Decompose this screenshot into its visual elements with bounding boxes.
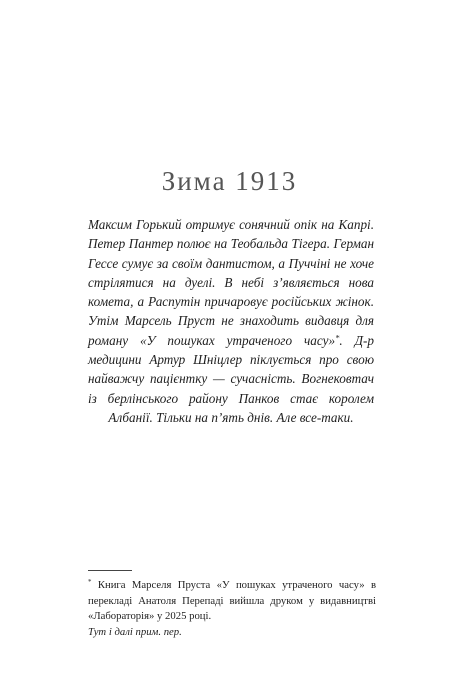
chapter-title: Зима 1913 xyxy=(161,166,298,196)
footnote-separator xyxy=(88,570,132,571)
footnote-text: Книга Марселя Пруста «У пошуках утраченого часу» в перекладі Анатоля Перепаді вийшла друком у видавництві «Лабораторія» у 2025 році. xyxy=(88,579,376,623)
epigraph-text-part-1: Максим Горький отримує сонячний опік на Капрі. Петер Пантер полює на Теобальда Тігера. Герман Гессе сумує за своїм дантистом, а Пуччіні не хоче стрілятися на дуелі. В небі з’являється нова комета, а Распутін причаровує російських жінок. Утім Марсель Пруст не знаходить видавця для роману «У пошуках утраченого часу» xyxy=(88,217,374,348)
footnote-reference-mark: * xyxy=(335,332,340,343)
translator-note: Тут і далі прим. пер. xyxy=(88,625,182,638)
chapter-epigraph xyxy=(88,215,374,427)
footnote xyxy=(88,578,376,640)
footnote-mark: * xyxy=(88,578,92,587)
epigraph-text-part-2: . Д-р медицини Артур Шніцлер піклується про свою найважчу пацієнтку — сучасність. Вогнековтач із берлінського району Панков стає королем Албанії. Тільки на п’ять днів. Але все-таки. xyxy=(88,332,374,425)
